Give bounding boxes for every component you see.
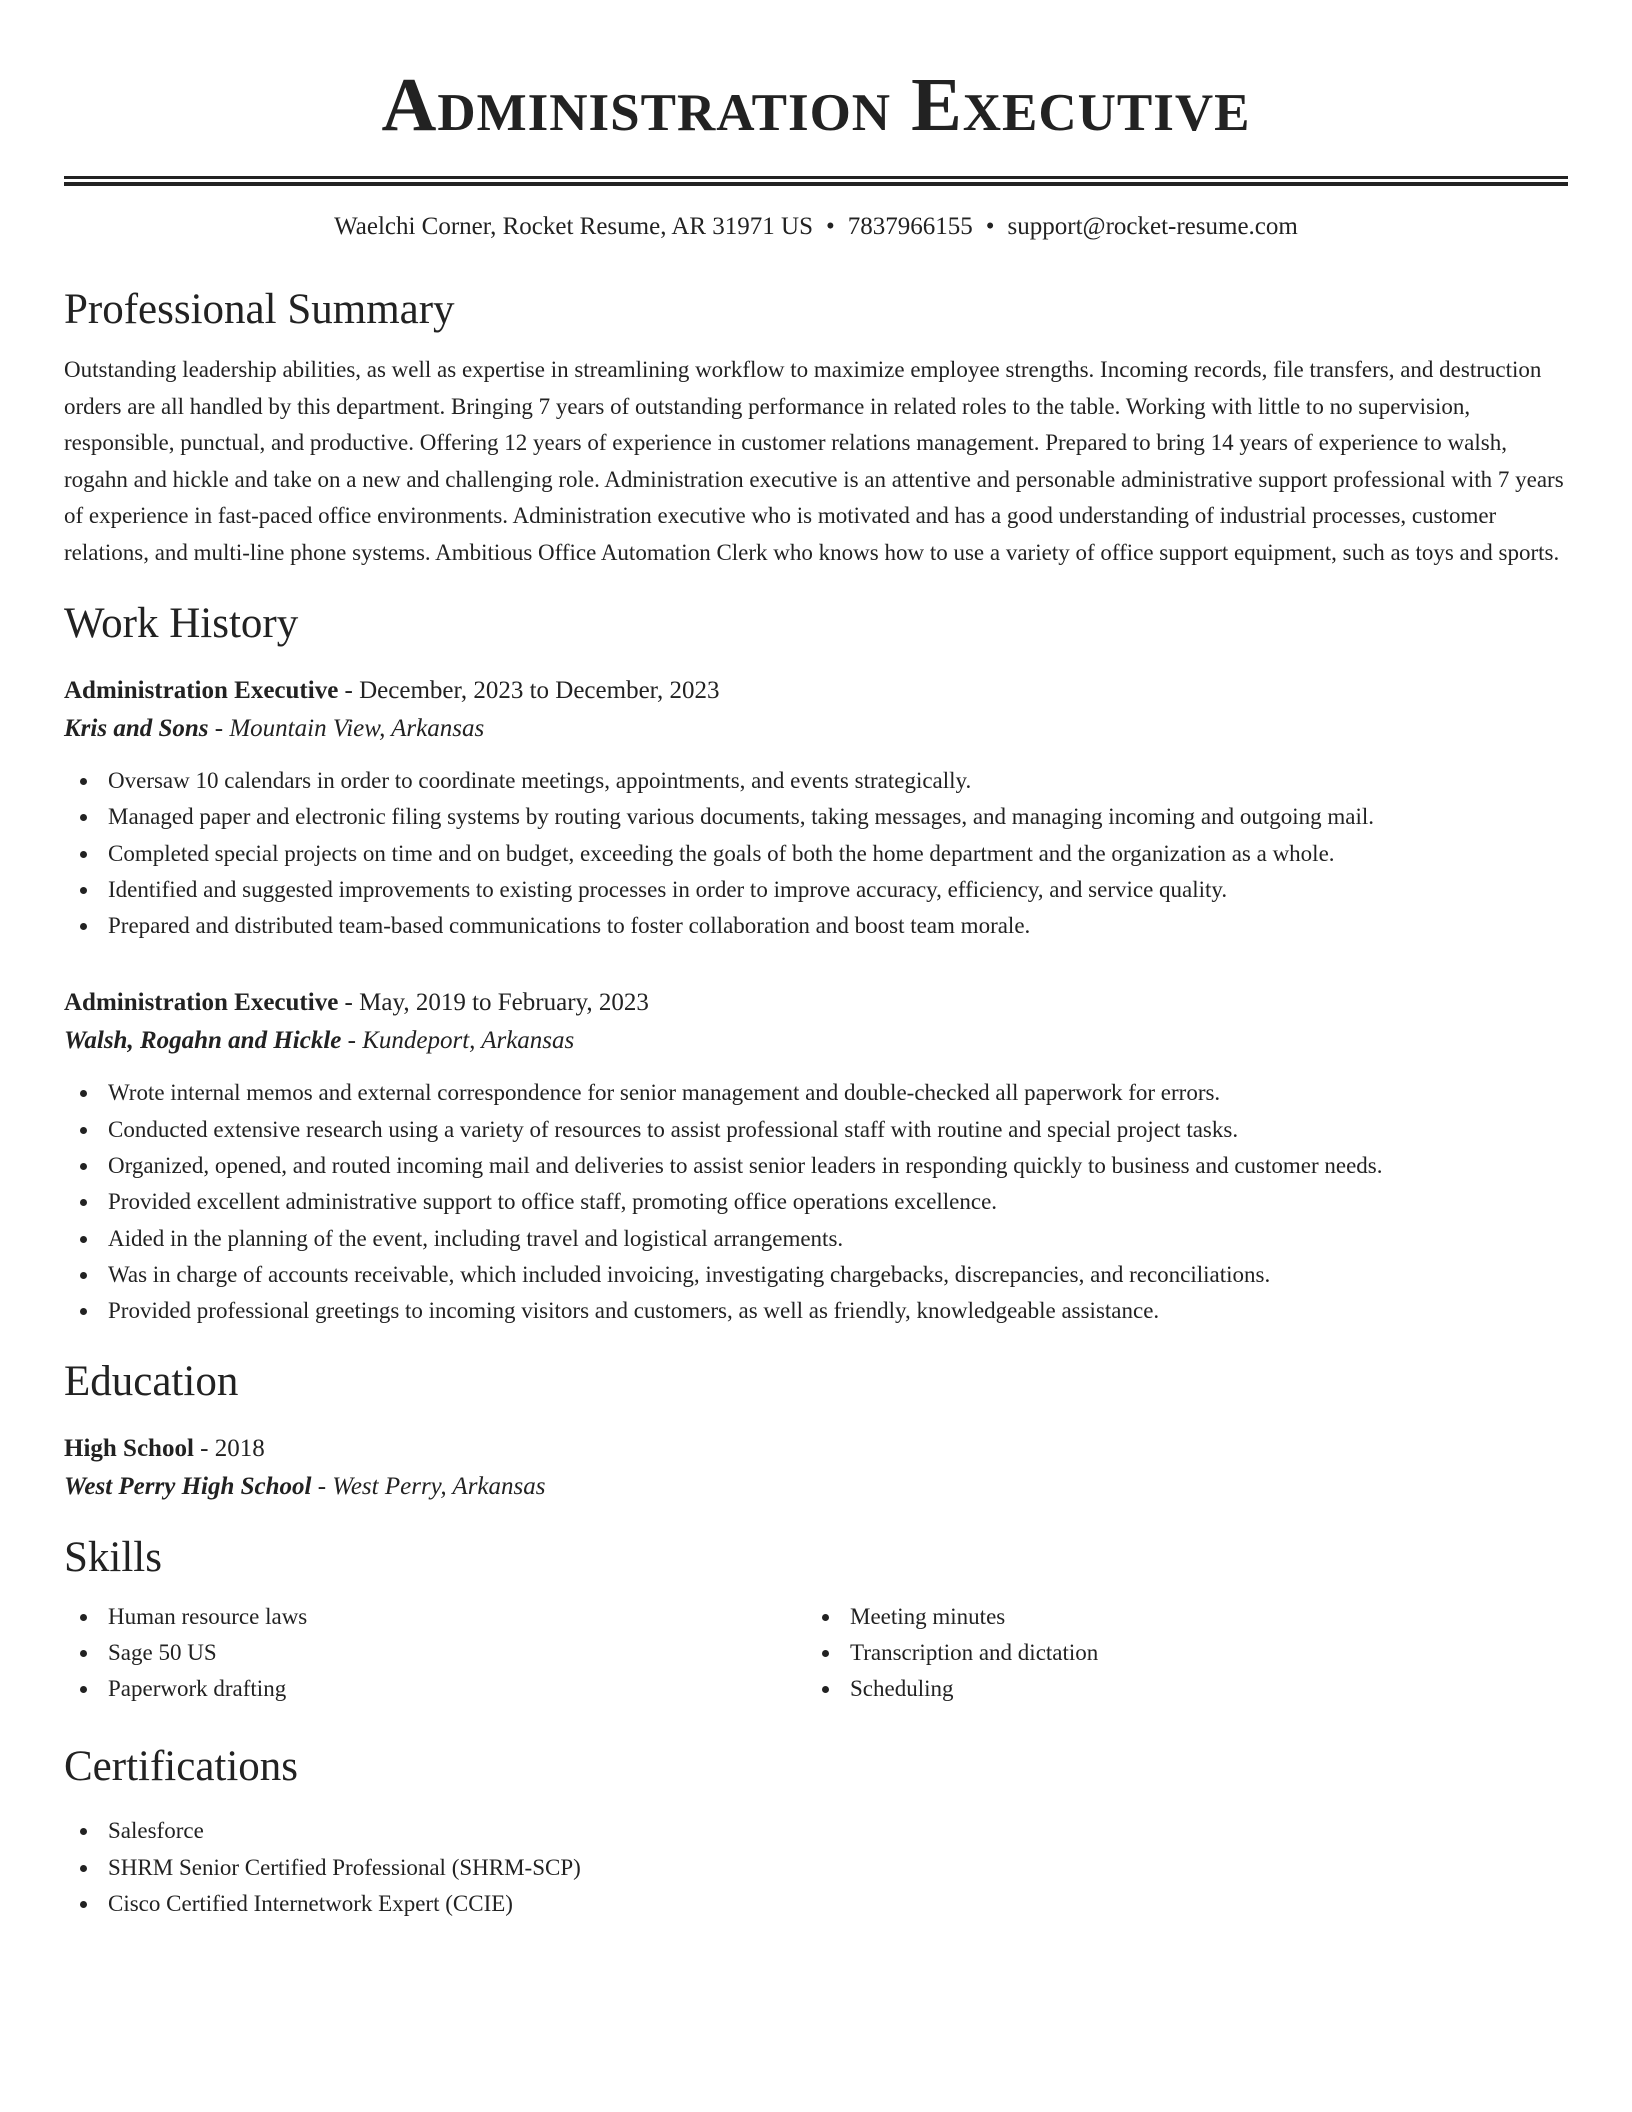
list-item: Identified and suggested improvements to existing processes in order to improve accuracy, efficiency, and service quality. xyxy=(64,872,1568,908)
summary-heading: Professional Summary xyxy=(64,286,455,333)
job-title: Administration Executive xyxy=(64,677,339,704)
contact-line xyxy=(64,210,1568,244)
list-item: SHRM Senior Certified Professional (SHRM-SCP) xyxy=(64,1850,1568,1886)
list-item: Prepared and distributed team-based communications to foster collaboration and boost team morale. xyxy=(64,908,1568,944)
job-company: Walsh, Rogahn and Hickle xyxy=(64,1027,342,1055)
job-company: Kris and Sons xyxy=(64,715,209,742)
title-double-rule xyxy=(64,176,1568,186)
contact-email: support@rocket-resume.com xyxy=(1007,213,1298,240)
list-item: Transcription and dictation xyxy=(806,1635,1548,1671)
list-item: Cisco Certified Internetwork Expert (CCIE) xyxy=(64,1886,1568,1922)
list-item: Organized, opened, and routed incoming mail and deliveries to assist senior leaders in responding quickly to business and customer needs. xyxy=(64,1148,1568,1184)
skills-list xyxy=(64,1599,806,1708)
job-title: Administration Executive xyxy=(64,989,339,1017)
list-item: Completed special projects on time and on budget, exceeding the goals of both the home department and the organization as a whole. xyxy=(64,836,1568,872)
page-title: Administration Executive xyxy=(381,63,1251,147)
list-item: Meeting minutes xyxy=(806,1599,1548,1635)
list-item: Sage 50 US xyxy=(64,1635,806,1671)
list-item: Was in charge of accounts receivable, which included invoicing, investigating chargebacks, discrepancies, and reconciliations. xyxy=(64,1257,1568,1293)
job-company-line xyxy=(64,1022,1568,1060)
contact-address: Waelchi Corner, Rocket Resume, AR 31971 US xyxy=(334,213,814,240)
job-role-line xyxy=(64,672,1568,710)
job-role-line xyxy=(64,984,1568,1022)
education-year: - 2018 xyxy=(200,1434,265,1462)
job-duties-list xyxy=(64,1075,1568,1329)
job-duties-list xyxy=(64,763,1568,944)
contact-separator: • xyxy=(826,213,835,240)
list-item: Human resource laws xyxy=(64,1599,806,1635)
list-item: Aided in the planning of the event, including travel and logistical arrangements. xyxy=(64,1221,1568,1257)
education-school-line xyxy=(64,1468,1568,1506)
skills-grid xyxy=(64,1599,1568,1708)
list-item: Wrote internal memos and external correspondence for senior management and double-checked all paperwork for errors. xyxy=(64,1075,1568,1111)
job-location: - Kundeport, Arkansas xyxy=(347,1027,575,1055)
skills-column-left xyxy=(64,1599,806,1708)
job-company-line xyxy=(64,710,1568,748)
skills-list xyxy=(806,1599,1548,1708)
list-item: Salesforce xyxy=(64,1813,1568,1849)
list-item: Scheduling xyxy=(806,1671,1548,1707)
job-entry xyxy=(64,672,1568,944)
summary-text: Outstanding leadership abilities, as well as expertise in streamlining workflow to maximize employee strengths. Incoming records, file transfers, and destruction orders are all handled by this department. Bringing 7 years of outstanding performance in related roles to the table. Working with little to no supervision, responsible, punctual, and productive. Offering 12 years of experience in customer relations management. Prepared to bring 14 years of experience to walsh, rogahn and hickle and take on a new and challenging role. Administration executive is an attentive and personable administrative support professional with 7 years of experience in fast-paced office environments. Administration executive who is motivated and has a good understanding of industrial processes, customer relations, and multi-line phone systems. Ambitious Office Automation Clerk who knows how to use a variety of office support equipment, such as toys and sports. xyxy=(64,357,1564,565)
education-location: - West Perry, Arkansas xyxy=(317,1472,546,1500)
education-degree: High School xyxy=(64,1434,194,1462)
certifications-heading: Certifications xyxy=(64,1743,299,1791)
education-entry xyxy=(64,1430,1568,1506)
work-history-heading: Work History xyxy=(64,600,299,647)
education-heading: Education xyxy=(64,1357,239,1405)
list-item: Provided professional greetings to incoming visitors and customers, as well as friendly, knowledgeable assistance. xyxy=(64,1293,1568,1329)
contact-separator: • xyxy=(985,213,995,240)
skills-column-right xyxy=(806,1599,1548,1708)
job-dates: - May, 2019 to February, 2023 xyxy=(344,989,649,1017)
list-item: Conducted extensive research using a variety of resources to assist professional staff with routine and special project tasks. xyxy=(64,1112,1568,1148)
skills-heading: Skills xyxy=(64,1533,162,1581)
job-entry xyxy=(64,984,1568,1329)
job-location: - Mountain View, Arkansas xyxy=(214,715,485,742)
list-item: Provided excellent administrative support to office staff, promoting office operations excellence. xyxy=(64,1184,1568,1220)
education-school: West Perry High School xyxy=(64,1472,312,1500)
education-degree-line xyxy=(64,1430,1568,1468)
list-item: Oversaw 10 calendars in order to coordinate meetings, appointments, and events strategically. xyxy=(64,763,1568,799)
contact-phone: 7837966155 xyxy=(847,213,973,240)
certifications-list xyxy=(64,1813,1568,1922)
job-dates: - December, 2023 to December, 2023 xyxy=(344,677,720,704)
list-item: Paperwork drafting xyxy=(64,1671,806,1707)
list-item: Managed paper and electronic filing systems by routing various documents, taking messages, and managing incoming and outgoing mail. xyxy=(64,799,1568,835)
